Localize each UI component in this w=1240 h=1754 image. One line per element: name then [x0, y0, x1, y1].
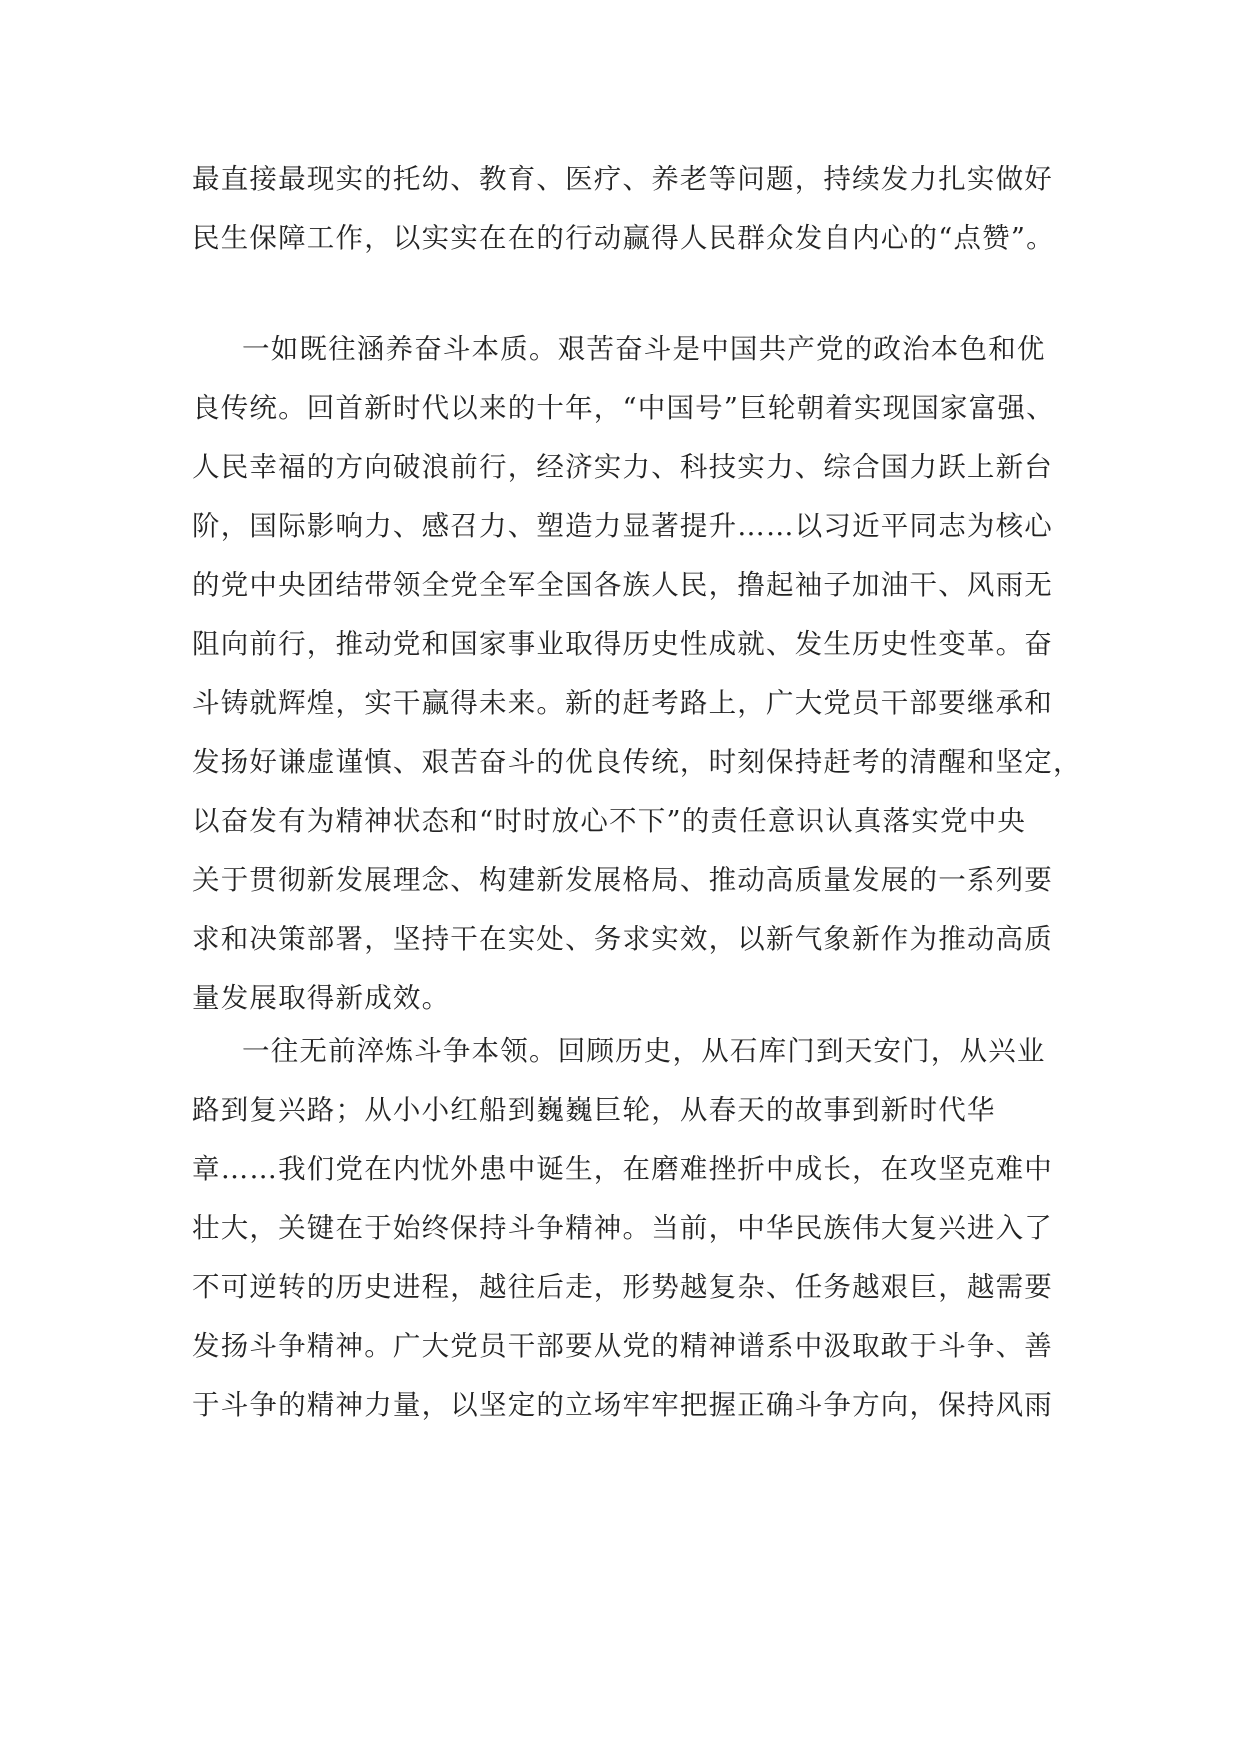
paragraph-line: 不可逆转的历史进程，越往后走，形势越复杂、任务越艰巨，越需要: [192, 1271, 1053, 1303]
paragraph-3: [192, 1022, 1052, 1435]
paragraph-line: 阻向前行，推动党和国家事业取得历史性成就、发生历史性变革。奋: [192, 628, 1053, 660]
paragraph-line: 人民幸福的方向破浪前行，经济实力、科技实力、综合国力跃上新台: [192, 451, 1053, 483]
paragraph-line: 一往无前淬炼斗争本领。回顾历史，从石库门到天安门，从兴业: [242, 1035, 1046, 1067]
paragraph-line: 以奋发有为精神状态和“时时放心不下”的责任意识认真落实党中央: [192, 805, 1027, 837]
paragraph-line: 发扬斗争精神。广大党员干部要从党的精神谱系中汲取敢于斗争、善: [192, 1330, 1053, 1362]
paragraph-2: [192, 320, 1082, 1028]
paragraph-line: 的党中央团结带领全党全军全国各族人民，撸起袖子加油干、风雨无: [192, 569, 1053, 601]
paragraph-line: 于斗争的精神力量，以坚定的立场牢牢把握正确斗争方向，保持风雨: [192, 1389, 1053, 1421]
paragraph-line: 关于贯彻新发展理念、构建新发展格局、推动高质量发展的一系列要: [192, 864, 1053, 896]
paragraph-line: 求和决策部署，坚持干在实处、务求实效，以新气象新作为推动高质: [192, 923, 1053, 955]
paragraph-line: 最直接最现实的托幼、教育、医疗、养老等问题，持续发力扎实做好: [192, 163, 1053, 195]
paragraph-line: 量发展取得新成效。: [192, 982, 451, 1014]
paragraph-line: 章……我们党在内忧外患中诞生，在磨难挫折中成长，在攻坚克难中: [192, 1153, 1053, 1185]
paragraph-1: [192, 150, 1055, 268]
paragraph-line: 民生保障工作，以实实在在的行动赢得人民群众发自内心的“点赞”。: [192, 222, 1055, 254]
paragraph-line: 斗铸就辉煌，实干赢得未来。新的赶考路上，广大党员干部要继承和: [192, 687, 1053, 719]
paragraph-line: 壮大，关键在于始终保持斗争精神。当前，中华民族伟大复兴进入了: [192, 1212, 1053, 1244]
paragraph-line: 阶，国际影响力、感召力、塑造力显著提升……以习近平同志为核心: [192, 510, 1053, 542]
paragraph-line: 一如既往涵养奋斗本质。艰苦奋斗是中国共产党的政治本色和优: [242, 333, 1046, 365]
paragraph-line: 发扬好谦虚谨慎、艰苦奋斗的优良传统，时刻保持赶考的清醒和坚定，: [192, 746, 1082, 778]
paragraph-line: 路到复兴路；从小小红船到巍巍巨轮，从春天的故事到新时代华: [192, 1094, 996, 1126]
paragraph-line: 良传统。回首新时代以来的十年，“中国号”巨轮朝着实现国家富强、: [192, 392, 1055, 424]
